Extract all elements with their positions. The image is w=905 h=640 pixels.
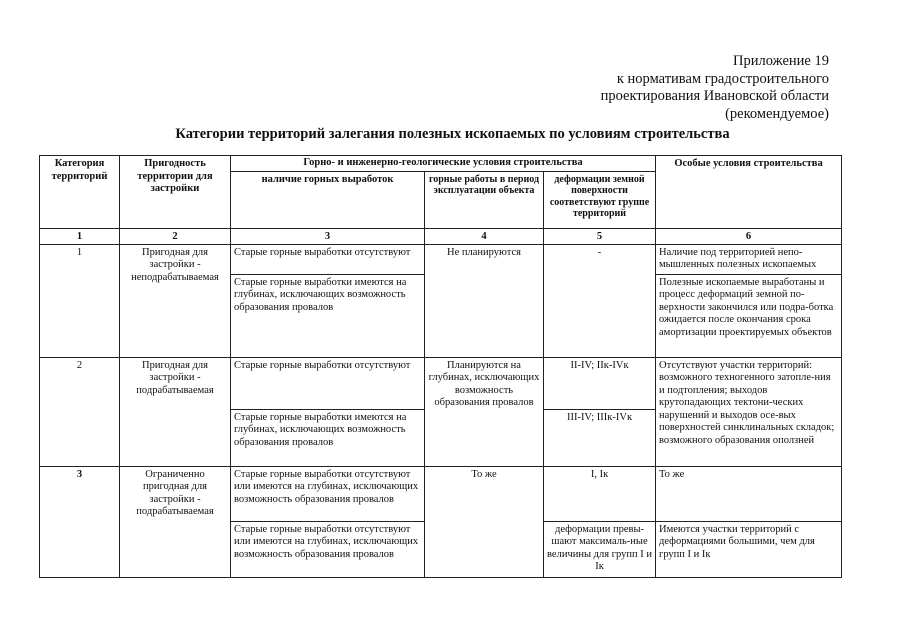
appendix-line-2: к нормативам градостроительного — [616, 70, 829, 87]
table-row — [40, 466, 842, 521]
special-cell: Наличие под территорией непо-мышленных полезных ископаемых — [656, 244, 842, 274]
deformation-cell: деформации превы-шают максималь-ные величины для групп I и Iк — [544, 521, 656, 577]
workings-cell: Старые горные выработки отсутствуют или имеются на глубинах, исключающих возможность образования провалов — [231, 521, 425, 577]
col-number: 2 — [120, 228, 231, 244]
special-cell: Отсутствуют участки территорий: возможного техногенного затопле-ния и подтопления; выходов крутопадающих тектони-ческих нарушений и выходов осе-вых поверхностей синклинальных складок; возможного образования оползней — [656, 357, 842, 466]
mining-cell: Не планируются — [425, 244, 544, 357]
header-mining: горные работы в период эксплуатации объекта — [425, 171, 544, 228]
deformation-cell: II-IV; IIк-IVк — [544, 357, 656, 409]
header-row-1 — [40, 156, 842, 172]
col-number: 6 — [656, 228, 842, 244]
appendix-line-3: проектирования Ивановской области — [600, 88, 829, 104]
workings-cell: Старые горные выработки отсутствуют — [231, 357, 425, 409]
categories-table — [39, 155, 842, 578]
deformation-cell: III-IV; IIIк-IVк — [544, 409, 656, 466]
page-title: Категории территорий залегания полезных ископаемых по условиям строительства — [175, 126, 730, 142]
appendix-line-4: (рекомендуемое) — [725, 105, 829, 122]
category-cell: 3 — [40, 466, 120, 577]
col-number: 3 — [231, 228, 425, 244]
deformation-cell: - — [544, 244, 656, 357]
header-workings: наличие горных выработок — [231, 171, 425, 228]
special-cell: То же — [656, 466, 842, 521]
mining-cell: Планируются на глубинах, исключающих возможность образования провалов — [425, 357, 544, 466]
header-suitability: Пригодность территории для застройки — [120, 156, 231, 229]
workings-cell: Старые горные выработки отсутствуют — [231, 244, 425, 274]
category-cell: 1 — [40, 244, 120, 357]
appendix-line-1: Приложение 19 — [733, 53, 829, 69]
header-category: Категория территорий — [40, 156, 120, 229]
table-row — [40, 357, 842, 409]
col-number: 1 — [40, 228, 120, 244]
col-number: 4 — [425, 228, 544, 244]
suitability-cell: Пригодная для застройки - подрабатываемая — [120, 357, 231, 466]
special-cell: Полезные ископаемые выработаны и процесс деформаций земной по-верхности закончился или подра-ботка ожидается после окончания срока амортизации проектируемых объектов — [656, 274, 842, 357]
category-cell: 2 — [40, 357, 120, 466]
mining-cell: То же — [425, 466, 544, 577]
special-cell: Имеются участки территорий с деформациями большими, чем для групп I и Iк — [656, 521, 842, 577]
workings-cell: Старые горные выработки имеются на глубинах, исключающих возможность образования провалов — [231, 274, 425, 357]
header-deformation: деформации земной поверхности соответствуют группе территорий — [544, 171, 656, 228]
header-conditions-group: Горно- и инженерно-геологические условия строительства — [231, 156, 656, 172]
appendix-note — [601, 53, 829, 123]
deformation-cell: I, Iк — [544, 466, 656, 521]
table-row — [40, 244, 842, 274]
workings-cell: Старые горные выработки имеются на глубинах, исключающих возможность образования провалов — [231, 409, 425, 466]
workings-cell: Старые горные выработки отсутствуют или имеются на глубинах, исключающих возможность образования провалов — [231, 466, 425, 521]
suitability-cell: Пригодная для застройки - неподрабатываемая — [120, 244, 231, 357]
column-number-row — [40, 228, 842, 244]
col-number: 5 — [544, 228, 656, 244]
header-special: Особые условия строительства — [656, 156, 842, 229]
suitability-cell: Ограниченно пригодная для застройки - подрабатываемая — [120, 466, 231, 577]
